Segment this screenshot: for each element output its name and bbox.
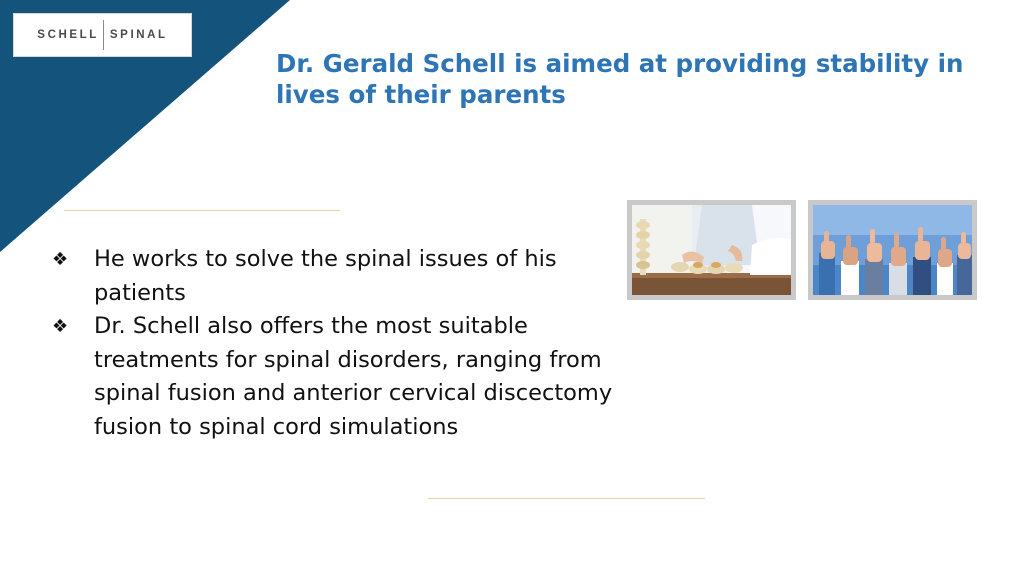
bullet-text: He works to solve the spinal issues of his patients [94, 246, 557, 306]
logo-left-word: SCHELL [37, 29, 99, 41]
diamond-bullet-icon: ❖ [52, 316, 69, 337]
logo-divider [103, 20, 104, 50]
divider-line-top [64, 210, 340, 211]
bullet-list [48, 243, 618, 444]
slide-title: Dr. Gerald Schell is aimed at providing stability in lives of their parents [276, 49, 964, 109]
spine-model-photo [627, 200, 796, 300]
bullet-text: Dr. Schell also offers the most suitable treatments for spinal disorders, ranging from spinal fusion and anterior cervical discectomy fusion to spinal cord simulations [94, 313, 613, 440]
diamond-bullet-icon: ❖ [52, 249, 69, 270]
list-item [48, 243, 618, 310]
schell-spinal-logo [13, 13, 192, 57]
logo-right-word: SPINAL [109, 29, 168, 41]
divider-line-bottom [428, 498, 705, 499]
thumbs-up-photo [808, 200, 977, 300]
list-item [48, 310, 618, 444]
